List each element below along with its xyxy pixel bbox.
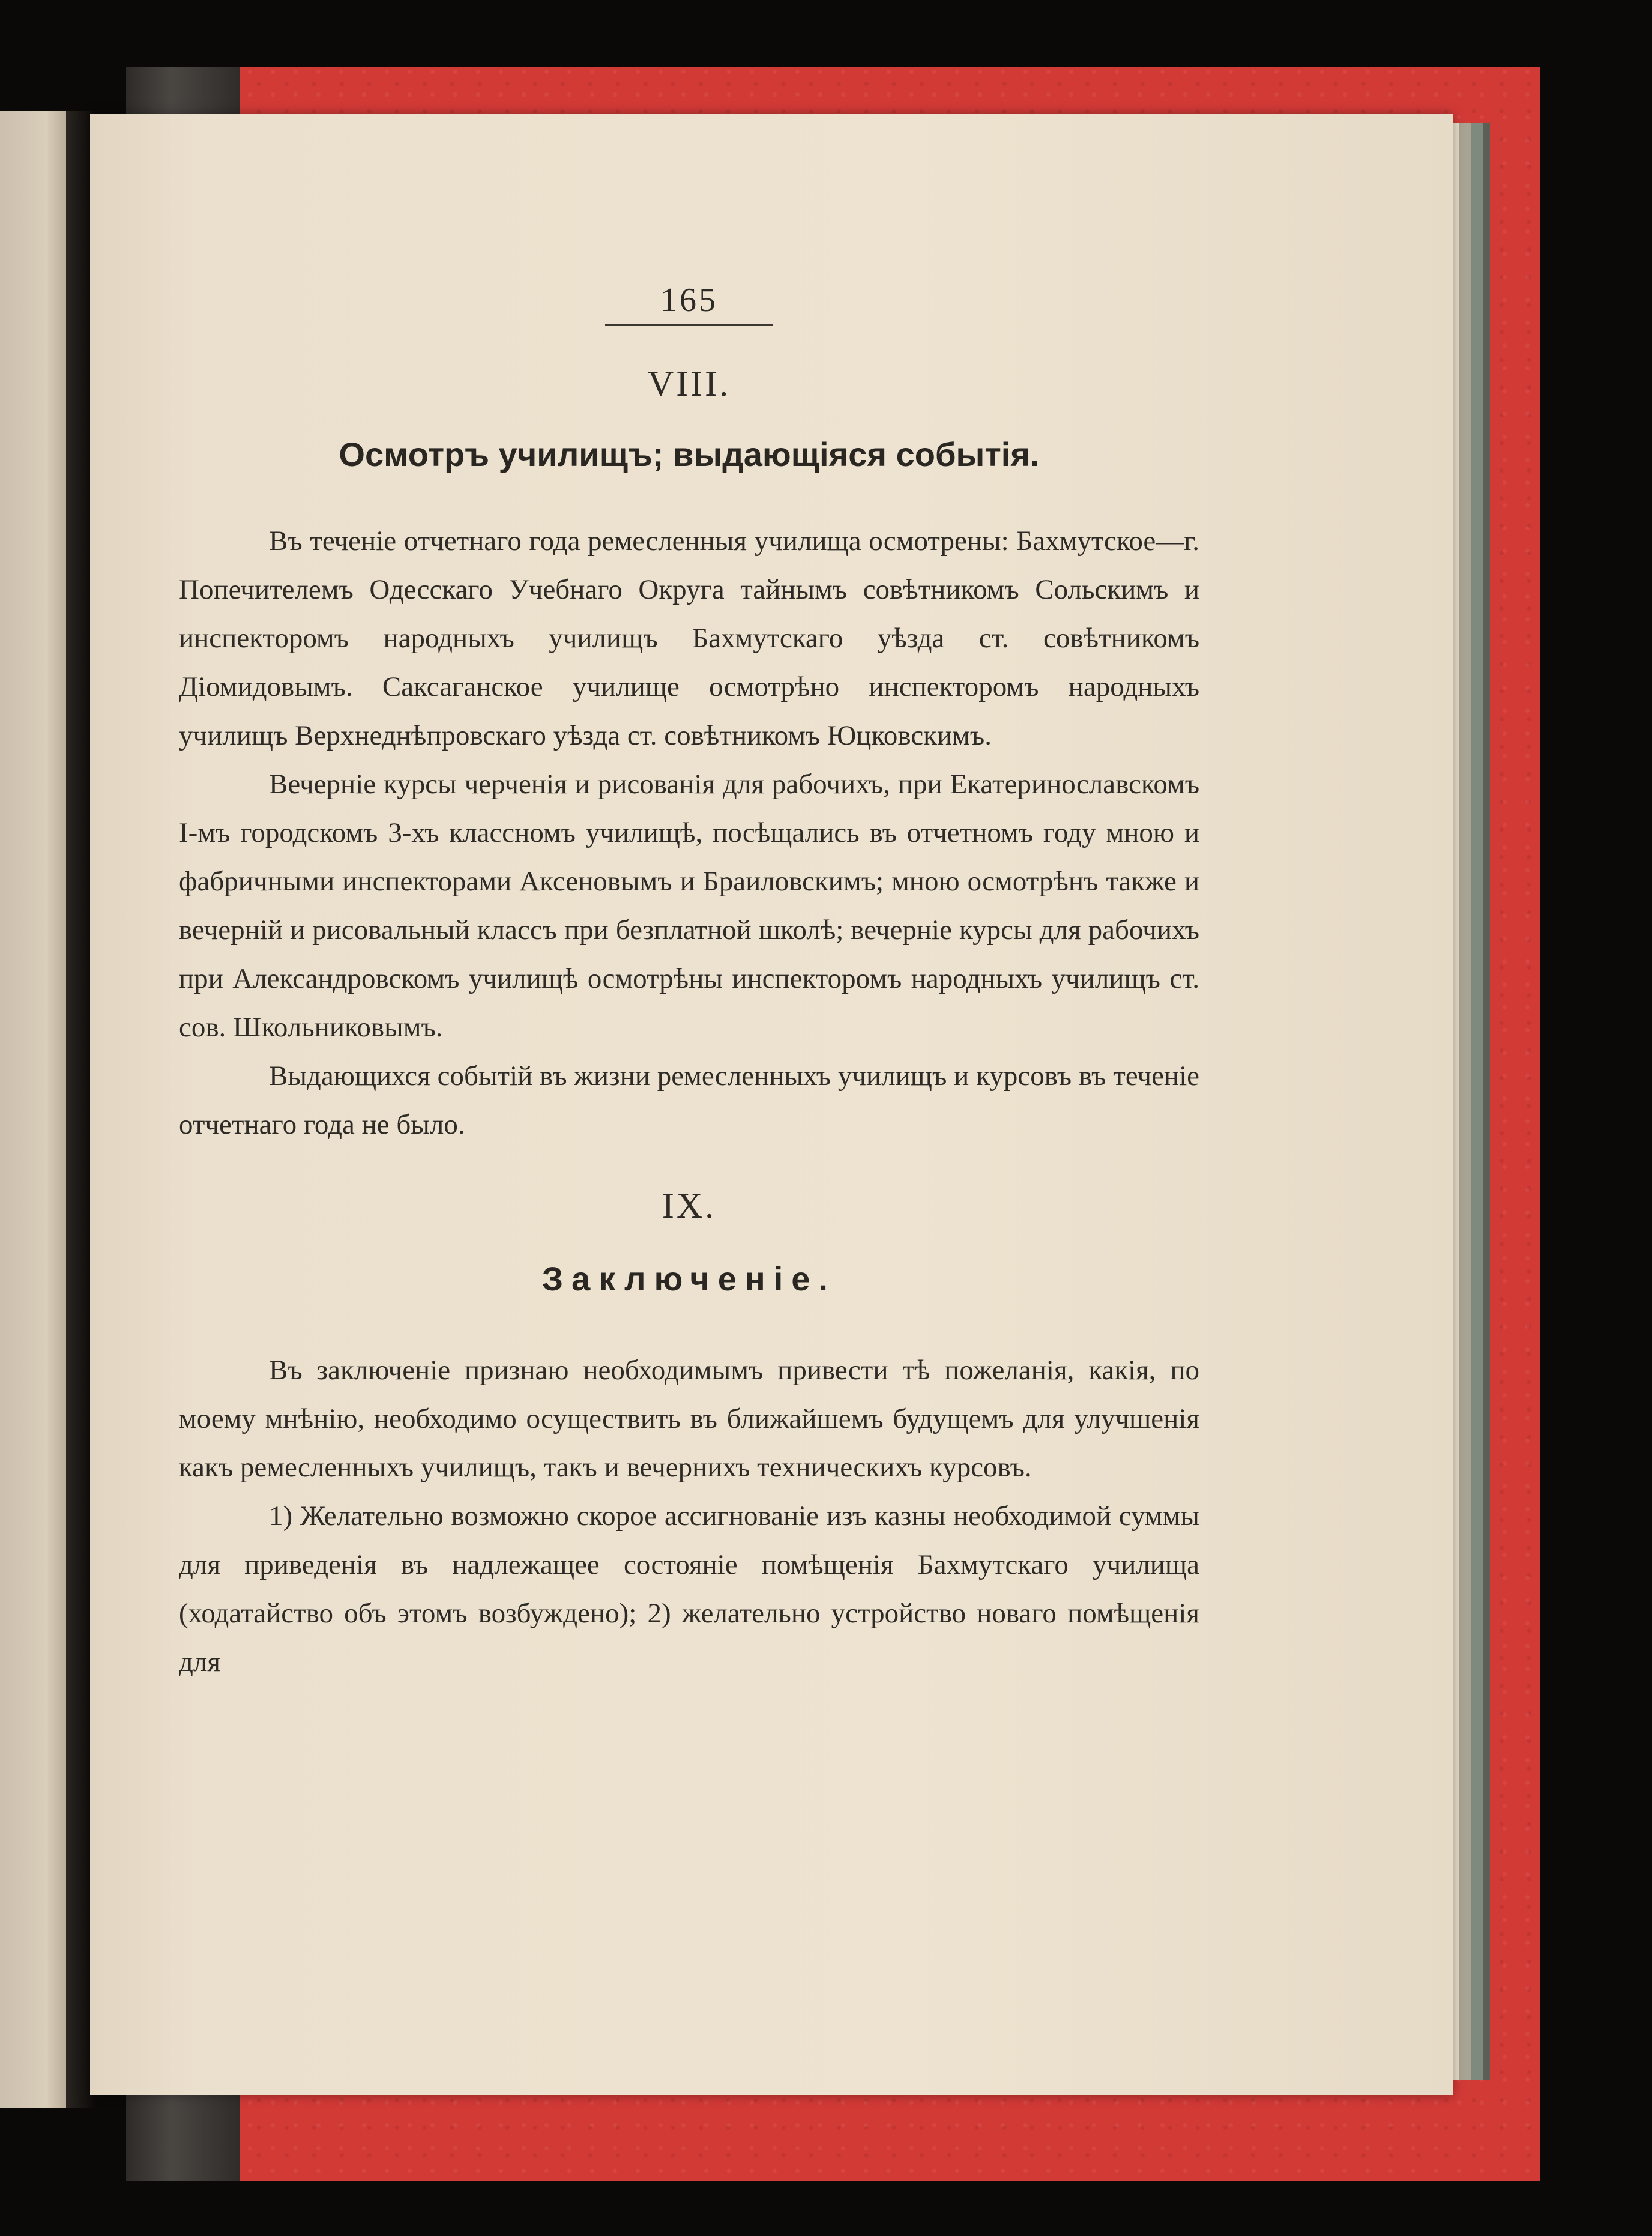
section-viii-numeral: VIII. — [647, 364, 731, 403]
facing-page-edge — [0, 111, 66, 2108]
page-edge — [1483, 123, 1490, 2080]
page-number-rule — [605, 324, 773, 326]
section-ix-paragraph: Въ заключеніе признаю необходимымъ привести тѣ пожеланія, какія, по моему мнѣнію, необходимо осуществить въ ближайшемъ будущемъ для улучшенія какъ ремесленныхъ училищъ, такъ и вечернихъ техническихъ курсовъ. — [179, 1355, 1199, 1483]
section-viii-paragraph: Въ теченіе отчетнаго года ремесленныя училища осмотрены: Бахмутское—г. Попечителемъ Одесскаго Учебнаго Округа тайнымъ совѣтникомъ Сольскимъ и инспекторомъ народныхъ училищъ Бахмутскаго уѣзда ст. совѣтникомъ Діомидовымъ. Саксаганское училище осмотрѣно инспекторомъ народныхъ училищъ Верхнеднѣпровскаго уѣзда ст. совѣтникомъ Юцковскимъ. — [179, 525, 1199, 751]
section-viii-title: Осмотръ училищъ; выдающіяся событія. — [339, 435, 1040, 473]
book-page — [90, 114, 1453, 2095]
page-number: 165 — [660, 282, 718, 319]
section-ix-numeral: IX. — [662, 1186, 717, 1225]
section-ix-paragraph: 1) Желательно возможно скорое ассигнованіе изъ казны необходимой суммы для приведенія въ надлежащее состояніе помѣщенія Бахмутскаго училища (ходатайство объ этомъ возбуждено); 2) желательно устройство новаго помѣщенія для — [179, 1500, 1199, 1678]
section-viii-paragraph: Вечерніе курсы черченія и рисованія для рабочихъ, при Екатеринославскомъ I-мъ городскомъ 3-хъ классномъ училищѣ, посѣщались въ отчетномъ году мною и фабричными инспекторами Аксеновымъ и Браиловскимъ; мною осмотрѣнъ также и вечерній и рисовальный классъ при безплатной школѣ; вечерніе курсы для рабочихъ при Александровскомъ училищѣ осмотрѣны инспекторомъ народныхъ училищъ ст. сов. Школьниковымъ. — [179, 769, 1199, 1043]
section-viii-paragraph: Выдающихся событій въ жизни ремесленныхъ училищъ и курсовъ въ теченіе отчетнаго года не было. — [179, 1060, 1199, 1140]
page-edge — [1471, 123, 1483, 2080]
page-edge — [1459, 123, 1471, 2080]
page-text — [179, 276, 1199, 1687]
section-ix-title: Заключеніе. — [542, 1260, 836, 1298]
